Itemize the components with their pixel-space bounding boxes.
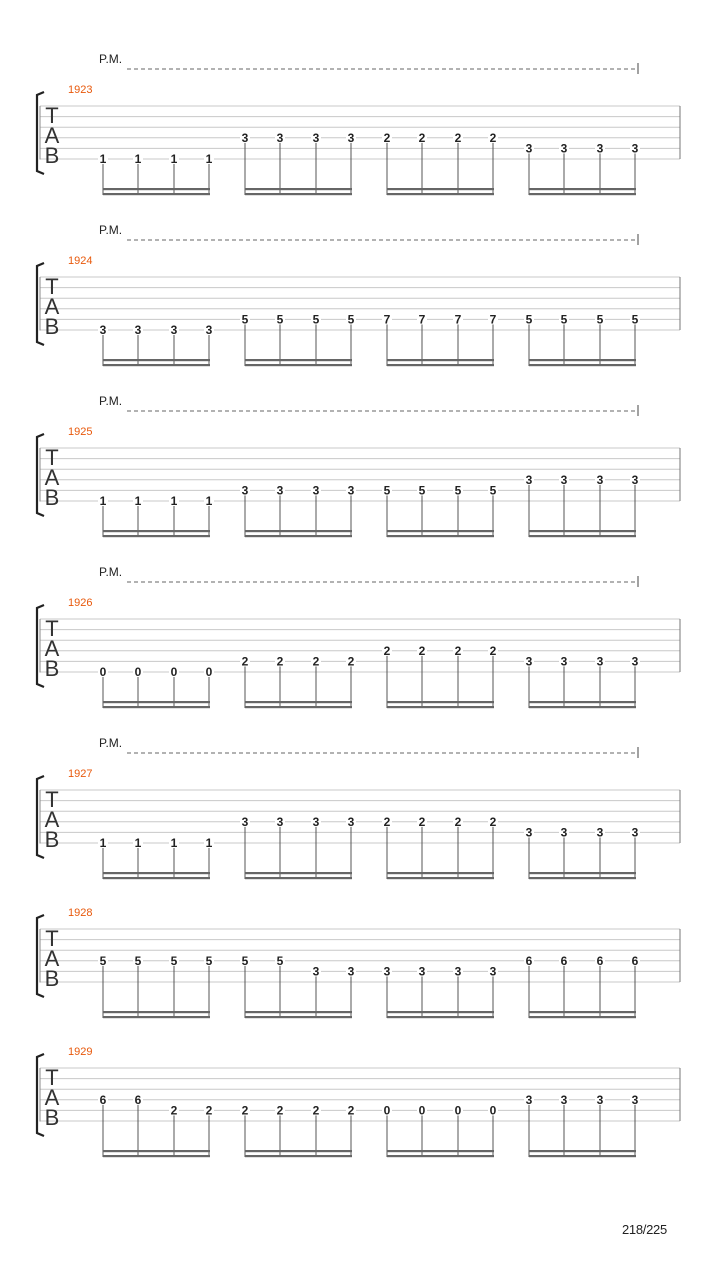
- fret-number: 6: [134, 1092, 142, 1107]
- fret-number: 1: [99, 836, 107, 850]
- fret-number: 3: [525, 472, 533, 487]
- fret-number: 0: [99, 665, 107, 679]
- tab-system: [37, 52, 680, 195]
- fret-number: 2: [205, 1103, 213, 1118]
- beam: [387, 877, 494, 879]
- beam: [529, 1150, 636, 1152]
- fret-number: 3: [525, 825, 533, 840]
- measure-number: 1925: [68, 426, 93, 438]
- tab-letter: B: [44, 485, 60, 510]
- beam: [103, 877, 210, 879]
- fret-number: 5: [347, 312, 355, 327]
- fret-number: 2: [489, 643, 497, 658]
- beam: [529, 530, 636, 532]
- fret-number: 3: [560, 472, 568, 487]
- fret-number: 2: [418, 643, 426, 658]
- beam: [387, 706, 494, 708]
- fret-number: 3: [347, 964, 355, 979]
- measure-number: 1928: [68, 907, 93, 919]
- fret-number: 1: [170, 494, 178, 508]
- fret-number: 3: [276, 130, 284, 145]
- fret-number: 3: [205, 323, 213, 337]
- fret-number: 2: [383, 643, 391, 658]
- fret-number: 3: [241, 814, 249, 829]
- tab-system: [37, 736, 680, 879]
- tab-system: [37, 223, 680, 366]
- beam: [387, 1150, 494, 1152]
- fret-number: 3: [276, 483, 284, 498]
- fret-number: 5: [134, 953, 142, 968]
- fret-number: 5: [99, 953, 107, 968]
- beam: [529, 1011, 636, 1013]
- fret-number: 3: [347, 130, 355, 145]
- fret-number: 1: [134, 494, 142, 508]
- fret-number: 3: [312, 130, 320, 145]
- fret-number: 6: [596, 953, 604, 968]
- tab-letter: T: [45, 926, 59, 951]
- fret-number: 1: [99, 494, 107, 508]
- tab-letter: T: [45, 787, 59, 812]
- fret-number: 3: [312, 964, 320, 979]
- fret-number: 2: [276, 1103, 284, 1118]
- fret-number: 5: [454, 483, 462, 498]
- beam: [103, 701, 210, 703]
- beam: [103, 1155, 210, 1157]
- beam: [387, 364, 494, 366]
- beam: [529, 364, 636, 366]
- fret-number: 5: [241, 953, 249, 968]
- fret-number: 2: [454, 814, 462, 829]
- beam: [245, 1155, 352, 1157]
- beam: [387, 535, 494, 537]
- beam: [529, 877, 636, 879]
- beam: [387, 193, 494, 195]
- fret-number: 3: [525, 141, 533, 156]
- fret-number: 1: [205, 494, 213, 508]
- fret-number: 2: [170, 1103, 178, 1118]
- beam: [103, 1011, 210, 1013]
- fret-number: 0: [489, 1103, 497, 1118]
- fret-number: 2: [418, 130, 426, 145]
- fret-number: 3: [241, 483, 249, 498]
- measure-number: 1926: [68, 597, 93, 609]
- tab-letter: A: [44, 123, 60, 148]
- fret-number: 7: [489, 312, 497, 327]
- fret-number: 3: [489, 964, 497, 979]
- fret-number: 1: [205, 836, 213, 850]
- beam: [245, 877, 352, 879]
- beam: [387, 359, 494, 361]
- fret-number: 5: [418, 483, 426, 498]
- measure-number: 1923: [68, 84, 93, 96]
- fret-number: 5: [560, 312, 568, 327]
- fret-number: 5: [525, 312, 533, 327]
- fret-number: 3: [418, 964, 426, 979]
- fret-number: 2: [418, 814, 426, 829]
- beam: [529, 1016, 636, 1018]
- fret-number: 7: [454, 312, 462, 327]
- fret-number: 5: [276, 953, 284, 968]
- beam: [387, 188, 494, 190]
- fret-number: 3: [347, 483, 355, 498]
- fret-number: 3: [312, 483, 320, 498]
- fret-number: 3: [631, 825, 639, 840]
- tab-letter: B: [44, 1105, 60, 1130]
- beam: [387, 1011, 494, 1013]
- fret-number: 5: [205, 953, 213, 968]
- palm-mute-label: P.M.: [99, 736, 123, 750]
- beam: [245, 1150, 352, 1152]
- beam: [529, 872, 636, 874]
- fret-number: 2: [312, 1103, 320, 1118]
- beam: [245, 364, 352, 366]
- fret-number: 3: [596, 654, 604, 669]
- beam: [529, 706, 636, 708]
- beam: [245, 872, 352, 874]
- fret-number: 2: [347, 654, 355, 669]
- tab-system: [37, 1046, 680, 1157]
- beam: [103, 1150, 210, 1152]
- fret-number: 3: [276, 814, 284, 829]
- fret-number: 1: [134, 836, 142, 850]
- fret-number: 0: [205, 665, 213, 679]
- tab-system: [37, 394, 680, 537]
- fret-number: 2: [489, 130, 497, 145]
- tab-letter: T: [45, 616, 59, 641]
- beam: [529, 535, 636, 537]
- fret-number: 2: [276, 654, 284, 669]
- fret-number: 3: [241, 130, 249, 145]
- fret-number: 3: [596, 825, 604, 840]
- fret-number: 3: [631, 472, 639, 487]
- beam: [245, 359, 352, 361]
- tab-letter: T: [45, 1065, 59, 1090]
- beam: [529, 188, 636, 190]
- fret-number: 5: [312, 312, 320, 327]
- fret-number: 2: [383, 130, 391, 145]
- fret-number: 1: [170, 836, 178, 850]
- fret-number: 2: [241, 1103, 249, 1118]
- fret-number: 3: [525, 1092, 533, 1107]
- tab-letter: A: [44, 807, 60, 832]
- tab-letter: B: [44, 314, 60, 339]
- fret-number: 3: [383, 964, 391, 979]
- beam: [245, 1016, 352, 1018]
- fret-number: 3: [134, 323, 142, 337]
- beam: [387, 872, 494, 874]
- fret-number: 3: [560, 141, 568, 156]
- fret-number: 3: [560, 654, 568, 669]
- fret-number: 0: [454, 1103, 462, 1118]
- fret-number: 5: [631, 312, 639, 327]
- beam: [103, 359, 210, 361]
- palm-mute-label: P.M.: [99, 565, 123, 579]
- fret-number: 2: [489, 814, 497, 829]
- fret-number: 3: [347, 814, 355, 829]
- measure-number: 1927: [68, 768, 93, 780]
- tab-letter: B: [44, 143, 60, 168]
- fret-number: 3: [99, 323, 107, 337]
- beam: [387, 701, 494, 703]
- fret-number: 3: [596, 1092, 604, 1107]
- beam: [245, 706, 352, 708]
- tab-letter: A: [44, 636, 60, 661]
- fret-number: 5: [596, 312, 604, 327]
- fret-number: 2: [383, 814, 391, 829]
- beam: [103, 706, 210, 708]
- tab-letter: T: [45, 274, 59, 299]
- fret-number: 3: [560, 825, 568, 840]
- fret-number: 3: [525, 654, 533, 669]
- palm-mute-label: P.M.: [99, 394, 123, 408]
- beam: [103, 1016, 210, 1018]
- beam: [103, 364, 210, 366]
- tab-letter: A: [44, 465, 60, 490]
- fret-number: 2: [347, 1103, 355, 1118]
- beam: [529, 1155, 636, 1157]
- palm-mute-label: P.M.: [99, 223, 123, 237]
- tab-letter: B: [44, 827, 60, 852]
- fret-number: 1: [205, 152, 213, 166]
- beam: [529, 193, 636, 195]
- fret-number: 3: [596, 141, 604, 156]
- measure-number: 1929: [68, 1046, 93, 1058]
- fret-number: 2: [312, 654, 320, 669]
- fret-number: 3: [560, 1092, 568, 1107]
- tab-letter: A: [44, 946, 60, 971]
- beam: [245, 1011, 352, 1013]
- beam: [103, 535, 210, 537]
- tab-letter: B: [44, 656, 60, 681]
- fret-number: 2: [241, 654, 249, 669]
- fret-number: 3: [170, 323, 178, 337]
- fret-number: 3: [596, 472, 604, 487]
- beam: [387, 1155, 494, 1157]
- beam: [103, 193, 210, 195]
- fret-number: 7: [383, 312, 391, 327]
- beam: [245, 193, 352, 195]
- fret-number: 7: [418, 312, 426, 327]
- tab-letter: A: [44, 1085, 60, 1110]
- fret-number: 0: [418, 1103, 426, 1118]
- fret-number: 0: [383, 1103, 391, 1118]
- fret-number: 1: [134, 152, 142, 166]
- fret-number: 2: [454, 643, 462, 658]
- fret-number: 5: [241, 312, 249, 327]
- beam: [103, 872, 210, 874]
- beam: [529, 701, 636, 703]
- palm-mute-label: P.M.: [99, 52, 123, 66]
- fret-number: 3: [454, 964, 462, 979]
- fret-number: 6: [560, 953, 568, 968]
- fret-number: 3: [631, 654, 639, 669]
- beam: [387, 530, 494, 532]
- fret-number: 5: [276, 312, 284, 327]
- tab-system: [37, 907, 680, 1018]
- page-number: 218/225: [622, 1222, 667, 1237]
- fret-number: 6: [631, 953, 639, 968]
- fret-number: 0: [170, 665, 178, 679]
- beam: [245, 188, 352, 190]
- fret-number: 3: [631, 1092, 639, 1107]
- beam: [245, 535, 352, 537]
- measure-number: 1924: [68, 255, 93, 267]
- fret-number: 5: [383, 483, 391, 498]
- beam: [103, 188, 210, 190]
- beam: [387, 1016, 494, 1018]
- tab-letter: T: [45, 445, 59, 470]
- fret-number: 2: [454, 130, 462, 145]
- fret-number: 0: [134, 665, 142, 679]
- beam: [529, 359, 636, 361]
- beam: [245, 701, 352, 703]
- tab-system: [37, 565, 680, 708]
- tab-letter: T: [45, 103, 59, 128]
- fret-number: 6: [525, 953, 533, 968]
- fret-number: 1: [170, 152, 178, 166]
- fret-number: 5: [489, 483, 497, 498]
- beam: [245, 530, 352, 532]
- fret-number: 6: [99, 1092, 107, 1107]
- fret-number: 5: [170, 953, 178, 968]
- fret-number: 3: [312, 814, 320, 829]
- fret-number: 3: [631, 141, 639, 156]
- fret-number: 1: [99, 152, 107, 166]
- tab-letter: A: [44, 294, 60, 319]
- tab-letter: B: [44, 966, 60, 991]
- beam: [103, 530, 210, 532]
